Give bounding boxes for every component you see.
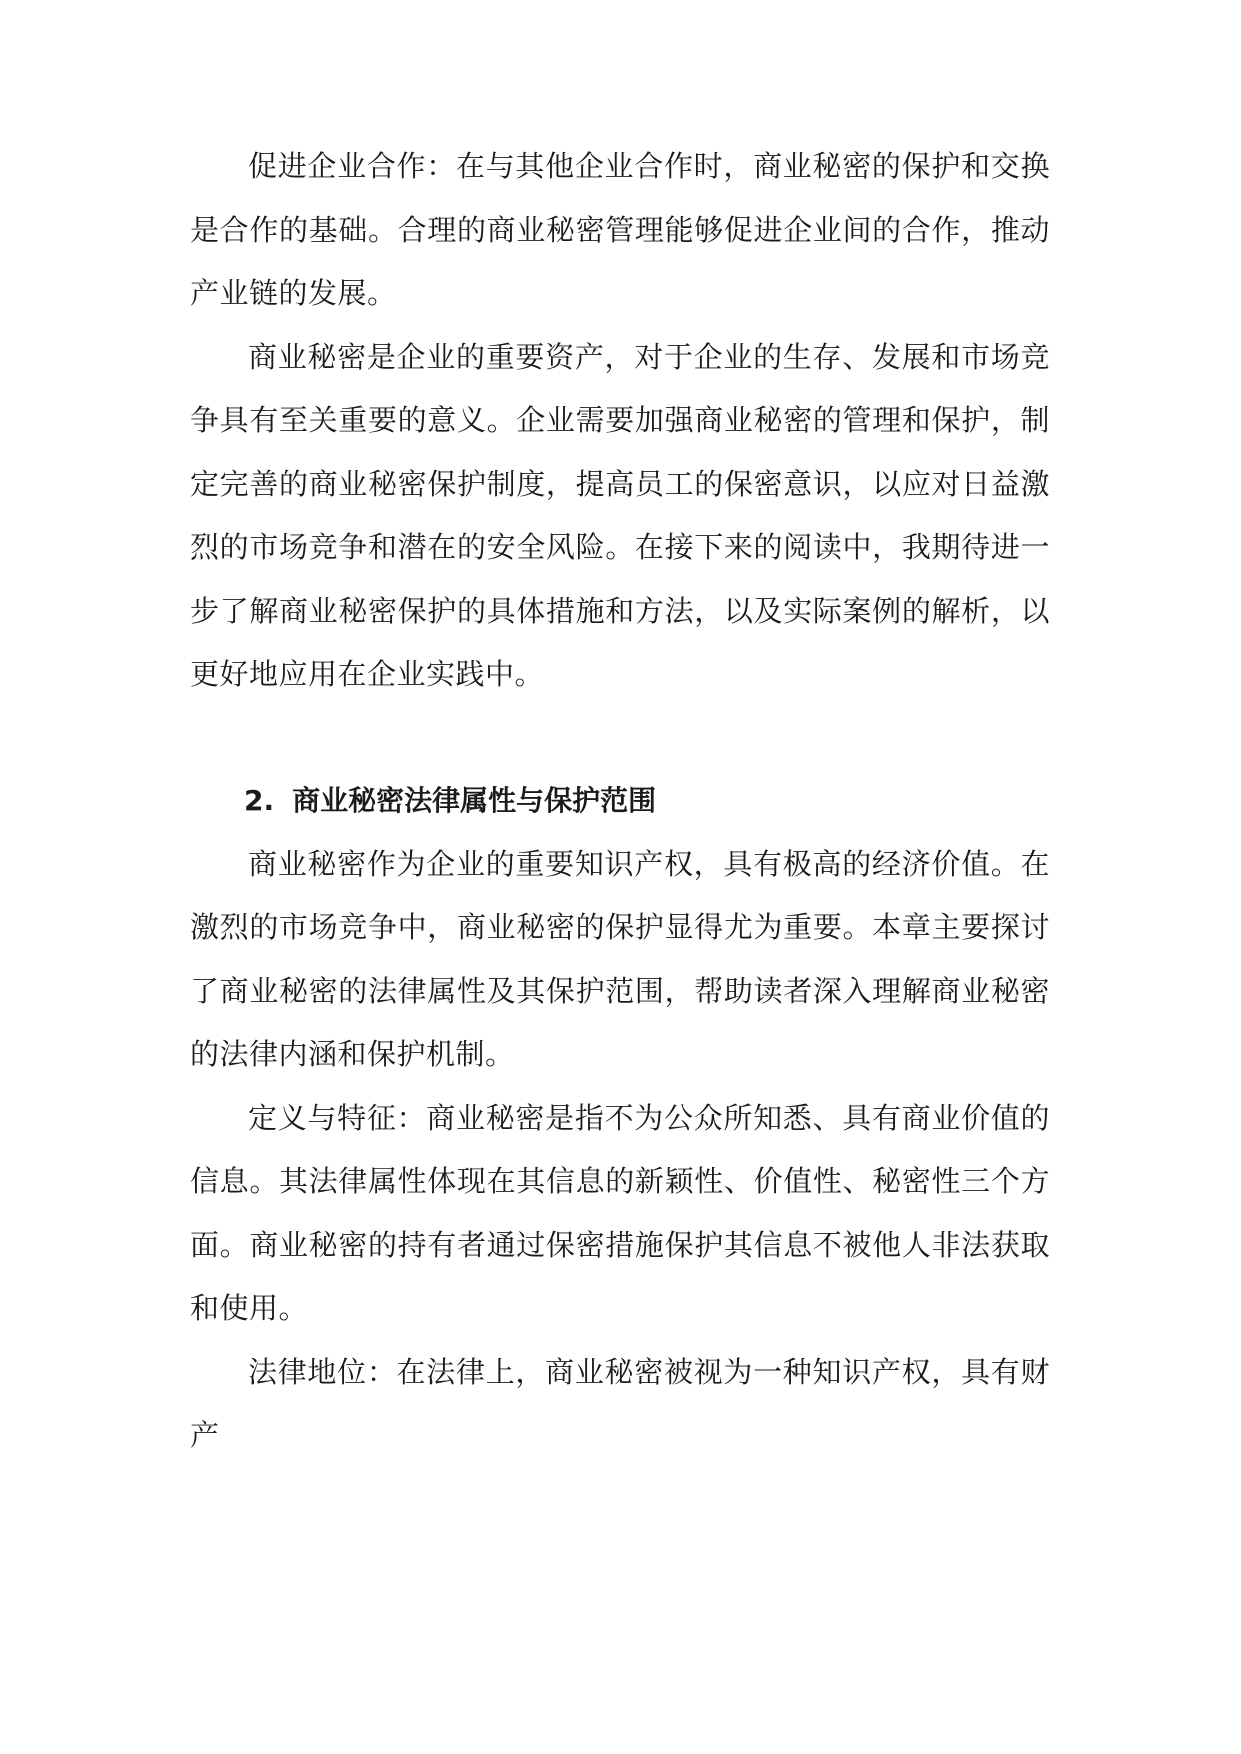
paragraph-legal-status: 法律地位：在法律上，商业秘密被视为一种知识产权，具有财产 bbox=[190, 1354, 1050, 1452]
section-spacer bbox=[190, 707, 1050, 773]
section-heading bbox=[190, 773, 1050, 829]
paragraph-chapter-intro: 商业秘密作为企业的重要知识产权，具有极高的经济价值。在激烈的市场竞争中，商业秘密的保护显得尤为重要。本章主要探讨了商业秘密的法律属性及其保护范围，帮助读者深入理解商业秘密的法律内涵和保护机制。 bbox=[190, 846, 1050, 1071]
section-number: 2. bbox=[244, 783, 275, 817]
paragraph-trade-secret-importance: 商业秘密是企业的重要资产，对于企业的生存、发展和市场竞争具有至关重要的意义。企业需要加强商业秘密的管理和保护，制定完善的商业秘密保护制度，提高员工的保密意识，以应对日益激烈的市场竞争和潜在的安全风险。在接下来的阅读中，我期待进一步了解商业秘密保护的具体措施和方法，以及实际案例的解析，以更好地应用在企业实践中。 bbox=[190, 339, 1050, 691]
paragraph-definition-features: 定义与特征：商业秘密是指不为公众所知悉、具有商业价值的信息。其法律属性体现在其信息的新颖性、价值性、秘密性三个方面。商业秘密的持有者通过保密措施保护其信息不被他人非法获取和使用。 bbox=[190, 1100, 1050, 1325]
section-title: 商业秘密法律属性与保护范围 bbox=[292, 783, 657, 817]
paragraph-enterprise-cooperation: 促进企业合作：在与其他企业合作时，商业秘密的保护和交换是合作的基础。合理的商业秘密管理能够促进企业间的合作，推动产业链的发展。 bbox=[190, 149, 1050, 310]
document-page bbox=[190, 135, 1050, 1468]
